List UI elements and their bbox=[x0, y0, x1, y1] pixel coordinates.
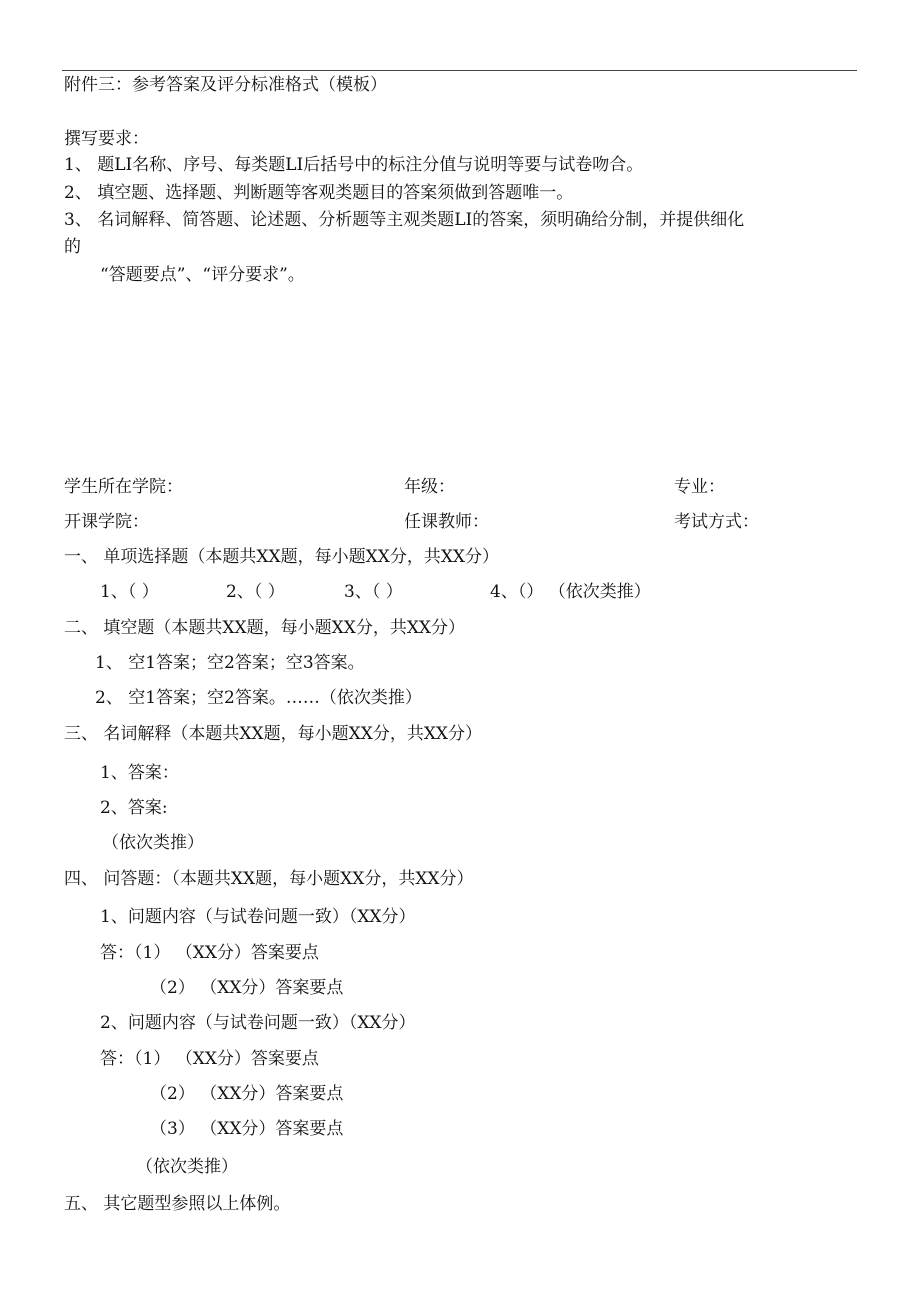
section-3-title: 三、 名词解释（本题共XX题，每小题XX分，共XX分） bbox=[64, 724, 483, 744]
qa-answer-2-3: （3） （XX分）答案要点 bbox=[150, 1119, 344, 1139]
requirements-heading: 撰写要求： bbox=[64, 129, 149, 149]
choice-item-3: 3、（ ） bbox=[344, 582, 403, 602]
qa-answer-2-2: （2） （XX分）答案要点 bbox=[150, 1084, 344, 1104]
grade-label: 年级： bbox=[404, 477, 455, 497]
qa-etc: （依次类推） bbox=[136, 1157, 238, 1177]
major-label: 专业： bbox=[674, 477, 725, 497]
fill-answer-1: 1、 空1答案；空2答案；空3答案。 bbox=[95, 653, 365, 673]
qa-question-2: 2、问题内容（与试卷问题一致）（XX分） bbox=[100, 1013, 416, 1033]
document-title: 附件三：参考答案及评分标准格式（模板） bbox=[64, 75, 387, 95]
course-college-label: 开课学院： bbox=[64, 512, 149, 532]
student-college-label: 学生所在学院： bbox=[64, 477, 183, 497]
section-1-title: 一、 单项选择题（本题共XX题，每小题XX分，共XX分） bbox=[64, 547, 500, 567]
qa-question-1: 1、问题内容（与试卷问题一致）（XX分） bbox=[100, 907, 416, 927]
term-answer-1: 1、答案： bbox=[100, 763, 179, 783]
section-5-title: 五、 其它题型参照以上体例。 bbox=[64, 1194, 291, 1214]
teacher-label: 任课教师： bbox=[404, 512, 489, 532]
choice-item-1: 1、（ ） bbox=[100, 582, 159, 602]
qa-answer-1-2: （2） （XX分）答案要点 bbox=[150, 978, 344, 998]
header-rule bbox=[62, 70, 857, 71]
choice-item-2: 2、（ ） bbox=[226, 582, 285, 602]
qa-answer-1-1: 答：（1） （XX分）答案要点 bbox=[100, 943, 319, 963]
requirement-item-3-cont: “答题要点”、“评分要求”。 bbox=[100, 265, 305, 285]
exam-mode-label: 考试方式： bbox=[674, 512, 759, 532]
term-etc: （依次类推） bbox=[102, 833, 204, 853]
qa-answer-2-1: 答：（1） （XX分）答案要点 bbox=[100, 1049, 319, 1069]
fill-answer-2: 2、 空1答案；空2答案。……（依次类推） bbox=[95, 688, 422, 708]
section-2-title: 二、 填空题（本题共XX题，每小题XX分，共XX分） bbox=[64, 618, 466, 638]
requirement-item-3-wrap: 的 bbox=[64, 237, 81, 257]
term-answer-2: 2、答案: bbox=[100, 798, 168, 818]
requirement-item-3: 3、 名词解释、简答题、论述题、分析题等主观类题LI的答案，须明确给分制，并提供细化 bbox=[64, 210, 745, 230]
requirement-item-2: 2、 填空题、选择题、判断题等客观类题目的答案须做到答题唯一。 bbox=[64, 183, 574, 203]
section-4-title: 四、 问答题：（本题共XX题，每小题XX分，共XX分） bbox=[64, 869, 474, 889]
choice-item-4: 4、（） （依次类推） bbox=[490, 582, 651, 602]
requirement-item-1: 1、 题LI名称、序号、每类题LI后括号中的标注分值与说明等要与试卷吻合。 bbox=[64, 155, 644, 175]
